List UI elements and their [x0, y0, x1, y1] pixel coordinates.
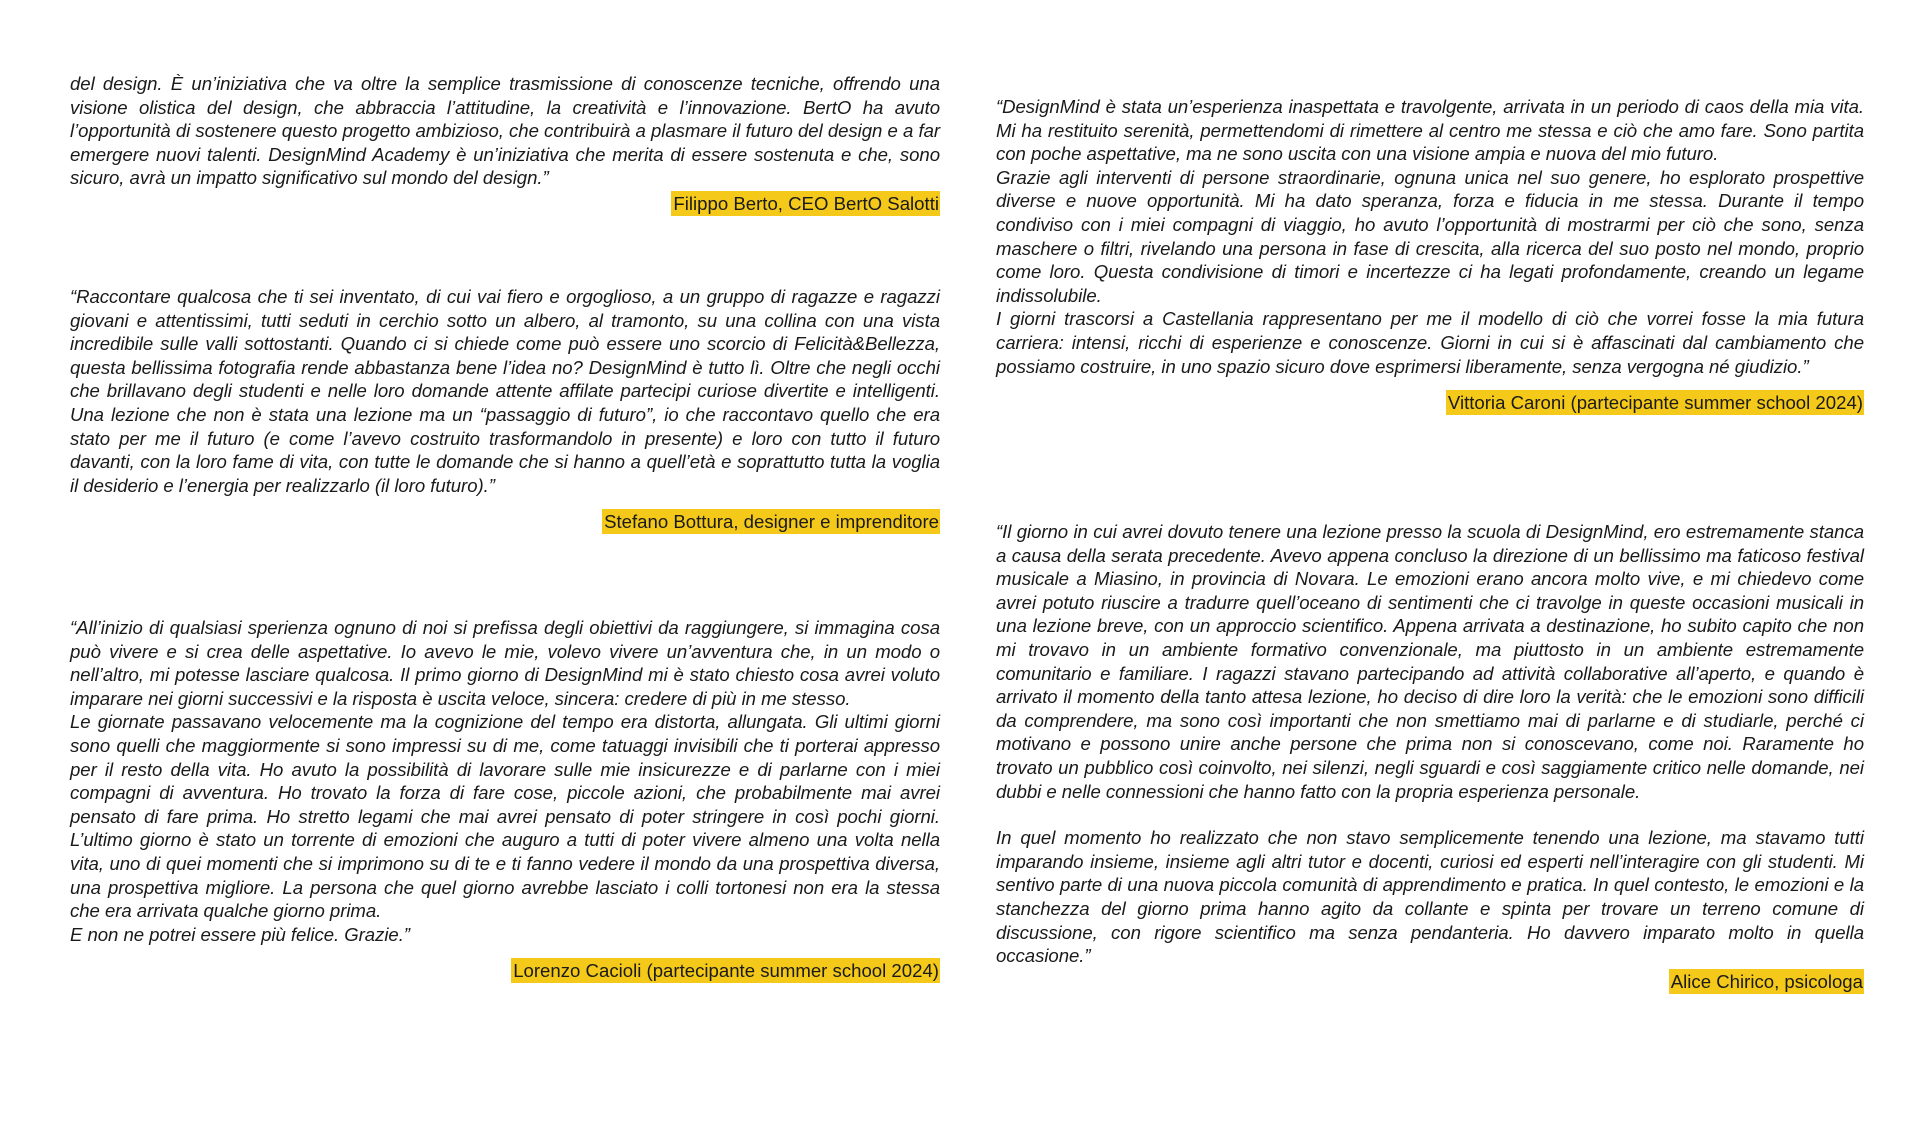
testimonial-quote: “All’inizio di qualsiasi sperienza ognuno di noi si prefissa degli obiettivi da raggiungere, si immagina cosa può vivere e si crea delle aspettative. Io avevo le mie, volevo vivere un’avventura che, in un modo o nell’altro, mi potesse lasciare qualcosa. Il primo giorno di DesignMind mi è stato chiesto cosa avrei voluto imparare nei giorni successivi e la risposta è uscita veloce, sincera: credere di più in me stesso. Le giornate passavano velocemente ma la cognizione del tempo era distorta, allungata. Gli ultimi giorni sono quelli che maggiormente si sono impressi su di me, come tatuaggi invisibili che ti porterai appresso per il resto della vita. Ho avuto la possibilità di lavorare sulle mie insicurezze e di parlarne con i miei compagni di avventura. Ho trovato la forza di fare cose, piccole azioni, che probabilmente mai avrei pensato di fare prima. Ho stretto legami che mai avrei pensato di poter stringere in così pochi giorni. L’ultimo giorno è stato un torrente di emozioni che auguro a tutti di poter vivere almeno una volta nella vita, uno di quei momenti che si imprimono su di te e ti fanno vedere il mondo da una prospettiva diversa, una prospettiva migliore. La persona che quel giorno avrebbe lasciato i colli tortonesi non era la stessa che era arrivata qualche giorno prima. E non ne potrei essere più felice. Grazie.” [70, 617, 940, 945]
testimonial-author: Stefano Bottura, designer e imprenditore [604, 511, 939, 533]
testimonial-author: Vittoria Caroni (partecipante summer school 2024) [1447, 392, 1863, 414]
testimonial-quote: “Raccontare qualcosa che ti sei inventato, di cui vai fiero e orgoglioso, a un gruppo di ragazze e ragazzi giovani e attentissimi, tutti seduti in cerchio sotto un albero, al tramonto, su una collina con una vista incredibile sulle valli sottostanti. Quando ci si chiede come può essere uno scorcio di Felicità&Bellezza, questa bellissima fotografia rende abbastanza bene l’idea no? DesignMind è tutto lì. Oltre che negli occhi che brillavano degli studenti e nelle loro domande attente affilate partecipi curiose divertite e intelligenti. Una lezione che non è stata una lezione ma un “passaggio di futuro”, io che raccontavo quello che era stato per me il futuro (e come l’avevo costruito trasformandolo in presente) e loro con tutto il futuro davanti, con la loro fame di vita, con tutte le domande che si hanno a quell’età e soprattutto tutta la voglia il desiderio e l’energia per realizzarlo (il loro futuro).” [70, 286, 940, 496]
testimonial-vittoria-caroni [996, 95, 1864, 415]
testimonial-quote-continued: In quel momento ho realizzato che non stavo semplicemente tenendo una lezione, ma stavamo tutti imparando insieme, insieme agli altri tutor e docenti, curiosi ed esperti nell’interagire con gli studenti. Mi sentivo parte di una nuova piccola comunità di apprendimento e pratica. In quel contesto, le emozioni e la stanchezza del giorno prima hanno agito da collante e spinta per trovare un terreno comune di discussione, con rigore scientifico ma senza pendanteria. Ho davvero imparato molto in quella occasione.” [996, 827, 1864, 967]
testimonial-quote: “DesignMind è stata un’esperienza inaspettata e travolgente, arrivata in un periodo di caos della mia vita. Mi ha restituito serenità, permettendomi di rimettere al centro me stessa e ciò che amo fare. Sono partita con poche aspettative, ma ne sono uscita con una visione ampia e nuova del mio futuro. Grazie agli interventi di persone straordinarie, ognuna unica nel suo genere, ho esplorato prospettive diverse e nuove opportunità. Mi ha dato speranza, forza e fiducia in me stessa. Durante il tempo condiviso con i miei compagni di viaggio, ho avuto l’opportunità di mostrarmi per ciò che sono, senza maschere o filtri, rivelando una persona in fase di crescita, alla ricerca del suo posto nel mondo, proprio come loro. Questa condivisione di timori e incertezze ci ha legati profondamente, creando un legame indissolubile. I giorni trascorsi a Castellania rappresentano per me il modello di ciò che vorrei fosse la mia futura carriera: intensi, ricchi di esperienze e conoscenze. Giorni in cui si è affascinati dal cambiamento che possiamo costruire, in uno spazio sicuro dove esprimersi liberamente, senza vergogna né giudizio.” [996, 96, 1864, 377]
testimonial-stefano-bottura [70, 285, 940, 534]
testimonial-quote: “Il giorno in cui avrei dovuto tenere una lezione presso la scuola di DesignMind, ero estremamente stanca a causa della serata precedente. Avevo appena concluso la direzione di un bellissimo ma faticoso festival musicale a Miasino, in provincia di Novara. Le emozioni erano ancora molto vive, e mi chiedevo come avrei potuto riuscire a tradurre quell’oceano di sentimenti che ci travolge in queste occasioni musicali in una lezione breve, con un approccio scientifico. Appena arrivata a destinazione, ho subito capito che non mi trovavo in un ambiente formativo convenzionale, ma piuttosto in un ambiente estremamente comunitario e familiare. I ragazzi stavano partecipando ad attività collaborative all’aperto, e quando è arrivato il momento della tanto attesa lezione, ho deciso di dire loro la verità: che le emozioni sono difficili da comprendere, ma sono così importanti che non smettiamo mai di parlarne e di studiarle, perché ci motivano e possono unire anche persone che prima non si conoscevano, come noi. Raramente ho trovato un pubblico così coinvolto, nei silenzi, negli sguardi e così saggiamente critico nelle domande, nei dubbi e nelle connessioni che hanno fatto con la propria esperienza personale. [996, 521, 1864, 802]
testimonial-author: Alice Chirico, psicologa [1670, 970, 1863, 992]
testimonial-lorenzo-cacioli [70, 616, 940, 983]
testimonial-author: Lorenzo Cacioli (partecipante summer school 2024) [513, 960, 939, 982]
testimonial-author: Filippo Berto, CEO BertO Salotti [673, 192, 939, 214]
testimonial-alice-chirico [996, 520, 1864, 994]
testimonial-filippo-berto [70, 72, 940, 216]
testimonial-quote: del design. È un’iniziativa che va oltre la semplice trasmissione di conoscenze tecniche, offrendo una visione olistica del design, che abbraccia l’attitudine, la creatività e l’innovazione. BertO ha avuto l’opportunità di sostenere questo progetto ambizioso, che contribuirà a plasmare il futuro del design e a far emergere nuovi talenti. DesignMind Academy è un’iniziativa che merita di essere sostenuta e che, sono sicuro, avrà un impatto significativo sul mondo del design.” [70, 73, 940, 189]
